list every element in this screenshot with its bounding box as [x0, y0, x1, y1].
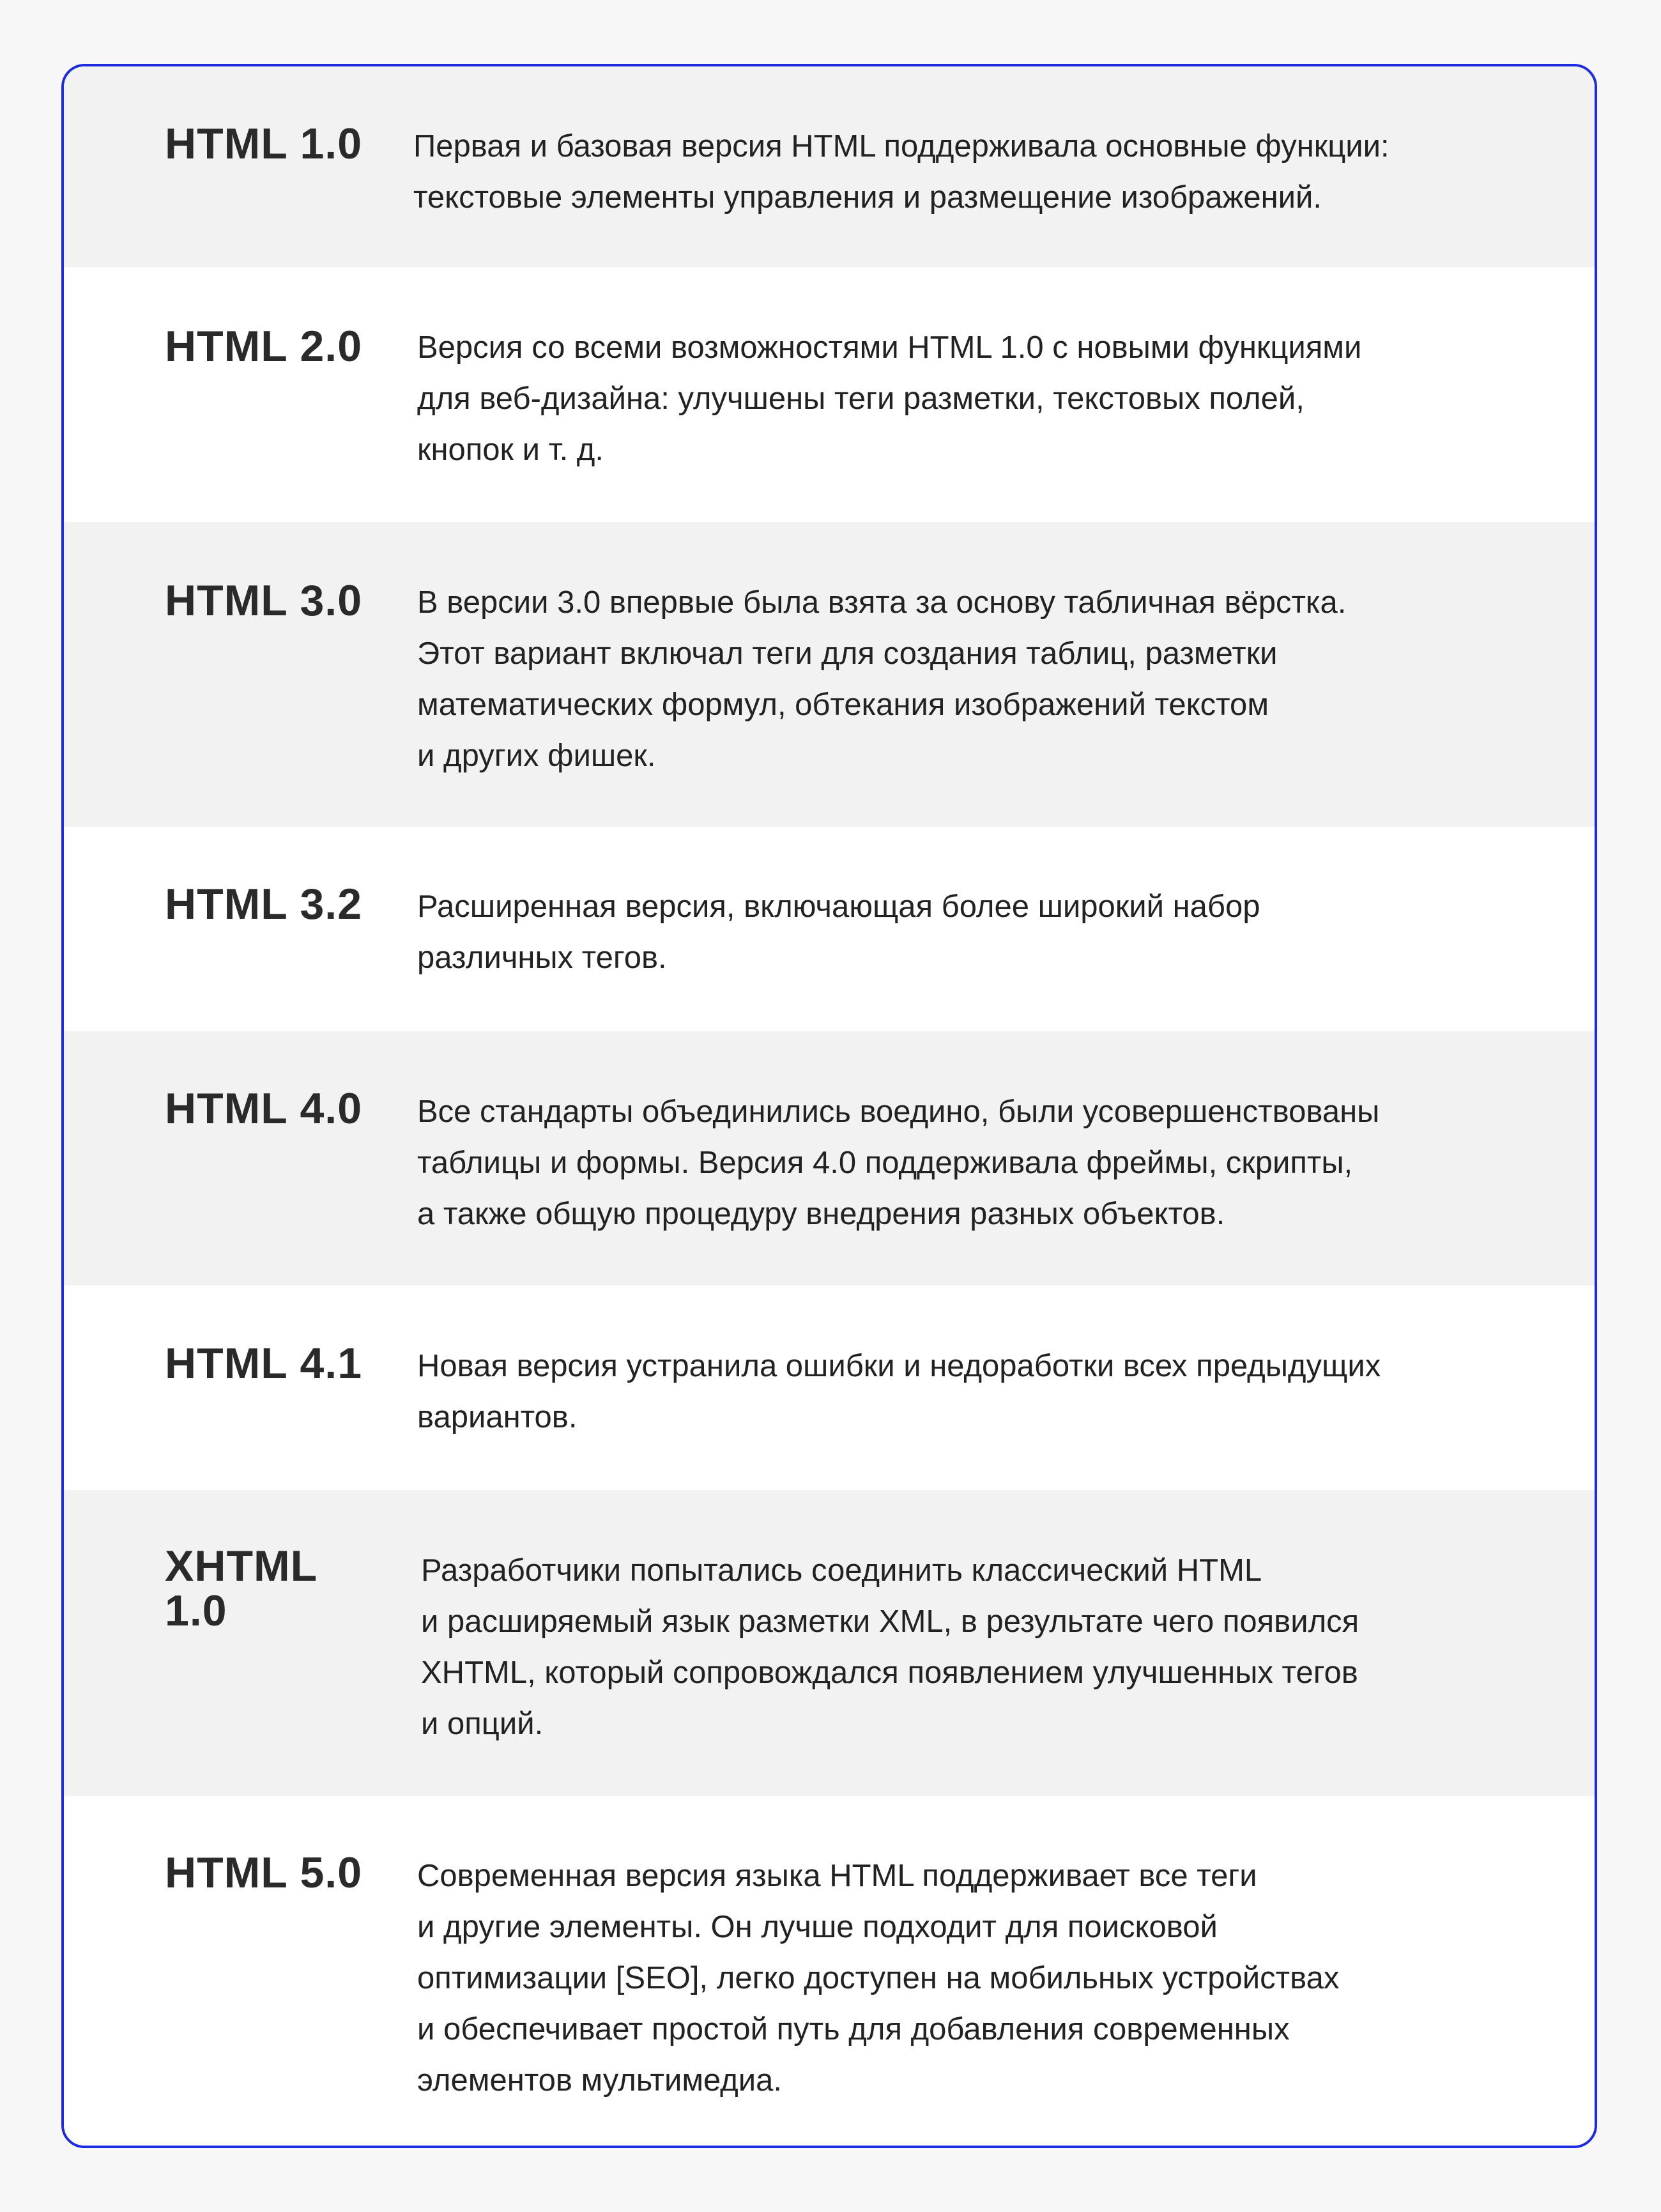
versions-card: [61, 64, 1597, 2148]
version-row-html-4-0: [64, 1031, 1595, 1286]
version-title: HTML 4.0: [165, 1084, 363, 1133]
version-title: HTML 2.0: [165, 322, 363, 371]
version-title: XHTML 1.0: [165, 1542, 317, 1635]
version-description: Расширенная версия, включающая более широкий набор различных тегов.: [417, 889, 1260, 975]
version-row-html-1-0: [64, 66, 1595, 267]
version-title: HTML 4.1: [165, 1339, 363, 1388]
version-row-html-2-0: [64, 267, 1595, 522]
version-title: HTML 3.2: [165, 880, 363, 928]
version-title: HTML 3.0: [165, 576, 363, 625]
version-row-html-3-0: [64, 522, 1595, 827]
version-description: Разработчики попытались соединить классический HTML и расширяемый язык разметки XML, в результате чего появился XHTML, который сопровождался появлением улучшенных тегов и опций.: [421, 1553, 1359, 1741]
version-row-html-3-2: [64, 827, 1595, 1031]
version-title: HTML 5.0: [165, 1848, 363, 1897]
version-row-html-4-1: [64, 1286, 1595, 1490]
version-description: Версия со всеми возможностями HTML 1.0 с новыми функциями для веб-дизайна: улучшены теги разметки, текстовых полей, кнопок и т. д.: [417, 330, 1362, 467]
version-description: Первая и базовая версия HTML поддерживала основные функции: текстовые элементы управления и размещение изображений.: [413, 129, 1389, 215]
version-row-html-5-0: [64, 1796, 1595, 2148]
version-description: Современная версия языка HTML поддерживает все теги и другие элементы. Он лучше подходит для поисковой оптимизации [SEO], легко доступен на мобильных устройствах и обеспечивает простой путь для добавления современных элементов мультимедиа.: [417, 1859, 1340, 2098]
version-row-xhtml-1-0: [64, 1490, 1595, 1796]
version-description: Новая версия устранила ошибки и недоработки всех предыдущих вариантов.: [417, 1349, 1381, 1434]
version-description: Все стандарты объединились воедино, были усовершенствованы таблицы и формы. Версия 4.0 поддерживала фреймы, скрипты, а также общую процедуру внедрения разных объектов.: [417, 1094, 1380, 1231]
version-description: В версии 3.0 впервые была взята за основу табличная вёрстка. Этот вариант включал теги для создания таблиц, разметки математических формул, обтекания изображений текстом и других фишек.: [417, 585, 1347, 773]
version-title: HTML 1.0: [165, 119, 363, 168]
